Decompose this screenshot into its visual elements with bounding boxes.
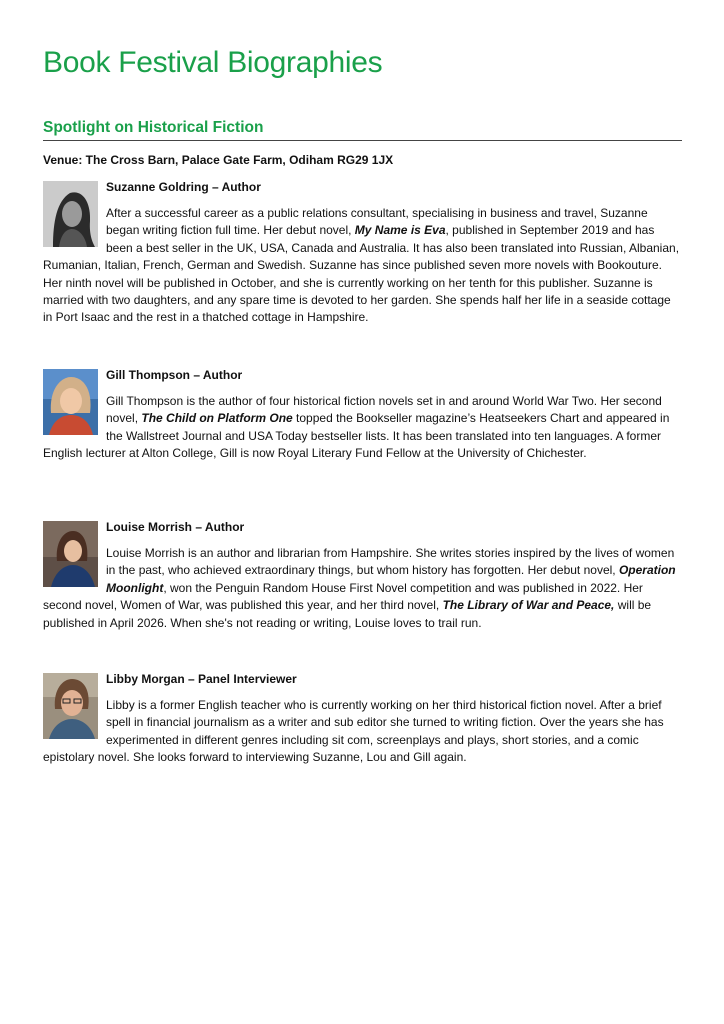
author-photo-libby-morgan [43, 673, 98, 739]
bio-name: Libby Morgan – Panel Interviewer [106, 672, 297, 686]
bio-text: Libby is a former English teacher who is currently working on her third historical fiction novel. After a brief spell in financial journalism as a writer and sub editor she turned to writing fiction. Over the years she has experimented in different genres including sit com, screenplays and plays, short stories, and a comic epistolary novel. She looks forward to interviewing Suzanne, Lou and Gill again. [43, 698, 664, 765]
author-photo-louise-morrish [43, 521, 98, 587]
section-divider [43, 140, 682, 141]
bio-libby-morgan [43, 671, 682, 767]
portrait-image [43, 521, 98, 587]
portrait-image [43, 673, 98, 739]
bio-suzanne-goldring [43, 179, 682, 327]
book-title: The Child on Platform One [141, 411, 293, 426]
bio-louise-morrish [43, 519, 682, 632]
author-photo-suzanne-goldring [43, 181, 98, 247]
venue-line: Venue: The Cross Barn, Palace Gate Farm, Odiham RG29 1JX [43, 153, 394, 167]
book-title: My Name is Eva [354, 223, 446, 238]
portrait-image [43, 369, 98, 435]
bio-name: Gill Thompson – Author [106, 368, 243, 382]
bio-text: Gill Thompson is the author of four historical fiction novels set in and around World War Two. Her second novel, The Child on Platform One topped the Bookseller magazine’s Heatseekers Chart and appeared in the Wallstreet Journal and USA Today bestseller lists. It has been translated into ten languages. A former English lecturer at Alton College, Gill is now Royal Literary Fund Fellow at the University of Chichester. [43, 394, 670, 461]
portrait-image [43, 181, 98, 247]
author-photo-gill-thompson [43, 369, 98, 435]
bio-name: Suzanne Goldring – Author [106, 180, 261, 194]
book-title: Operation Moonlight [106, 563, 676, 595]
page-title: Book Festival Biographies [43, 46, 383, 79]
bio-text: Louise Morrish is an author and librarian from Hampshire. She writes stories inspired by the lives of women in the past, who achieved extraordinary things, but whom history has forgotten. Her debut novel, Operation Moonlight, won the Penguin Random House First Novel competition and was published in 2022. Her second novel, Women of War, was published this year, and her third novel, The Library of War and Peace, will be published in April 2026. When she's not reading or writing, Louise loves to trail run. [43, 546, 676, 630]
section-heading: Spotlight on Historical Fiction [43, 119, 264, 136]
bio-name: Louise Morrish – Author [106, 520, 245, 534]
bio-text: After a successful career as a public relations consultant, specialising in business and travel, Suzanne began writing fiction full time. Her debut novel, My Name is Eva, published in September 2019 and has been a best seller in the UK, USA, Canada and Australia. It has also been translated into Russian, Albanian, Rumanian, Italian, French, German and Swedish. Suzanne has since published seven more novels with Bookouture. Her ninth novel will be published in October, and she is currently working on her tenth for this publisher. Suzanne is married with two daughters, and any spare time is devoted to her garden. She spends half her life in a seaside cottage in Port Isaac and the rest in a thatched cottage in Hampshire. [43, 206, 680, 325]
bio-gill-thompson [43, 367, 682, 463]
book-title: The Library of War and Peace, [442, 598, 615, 613]
